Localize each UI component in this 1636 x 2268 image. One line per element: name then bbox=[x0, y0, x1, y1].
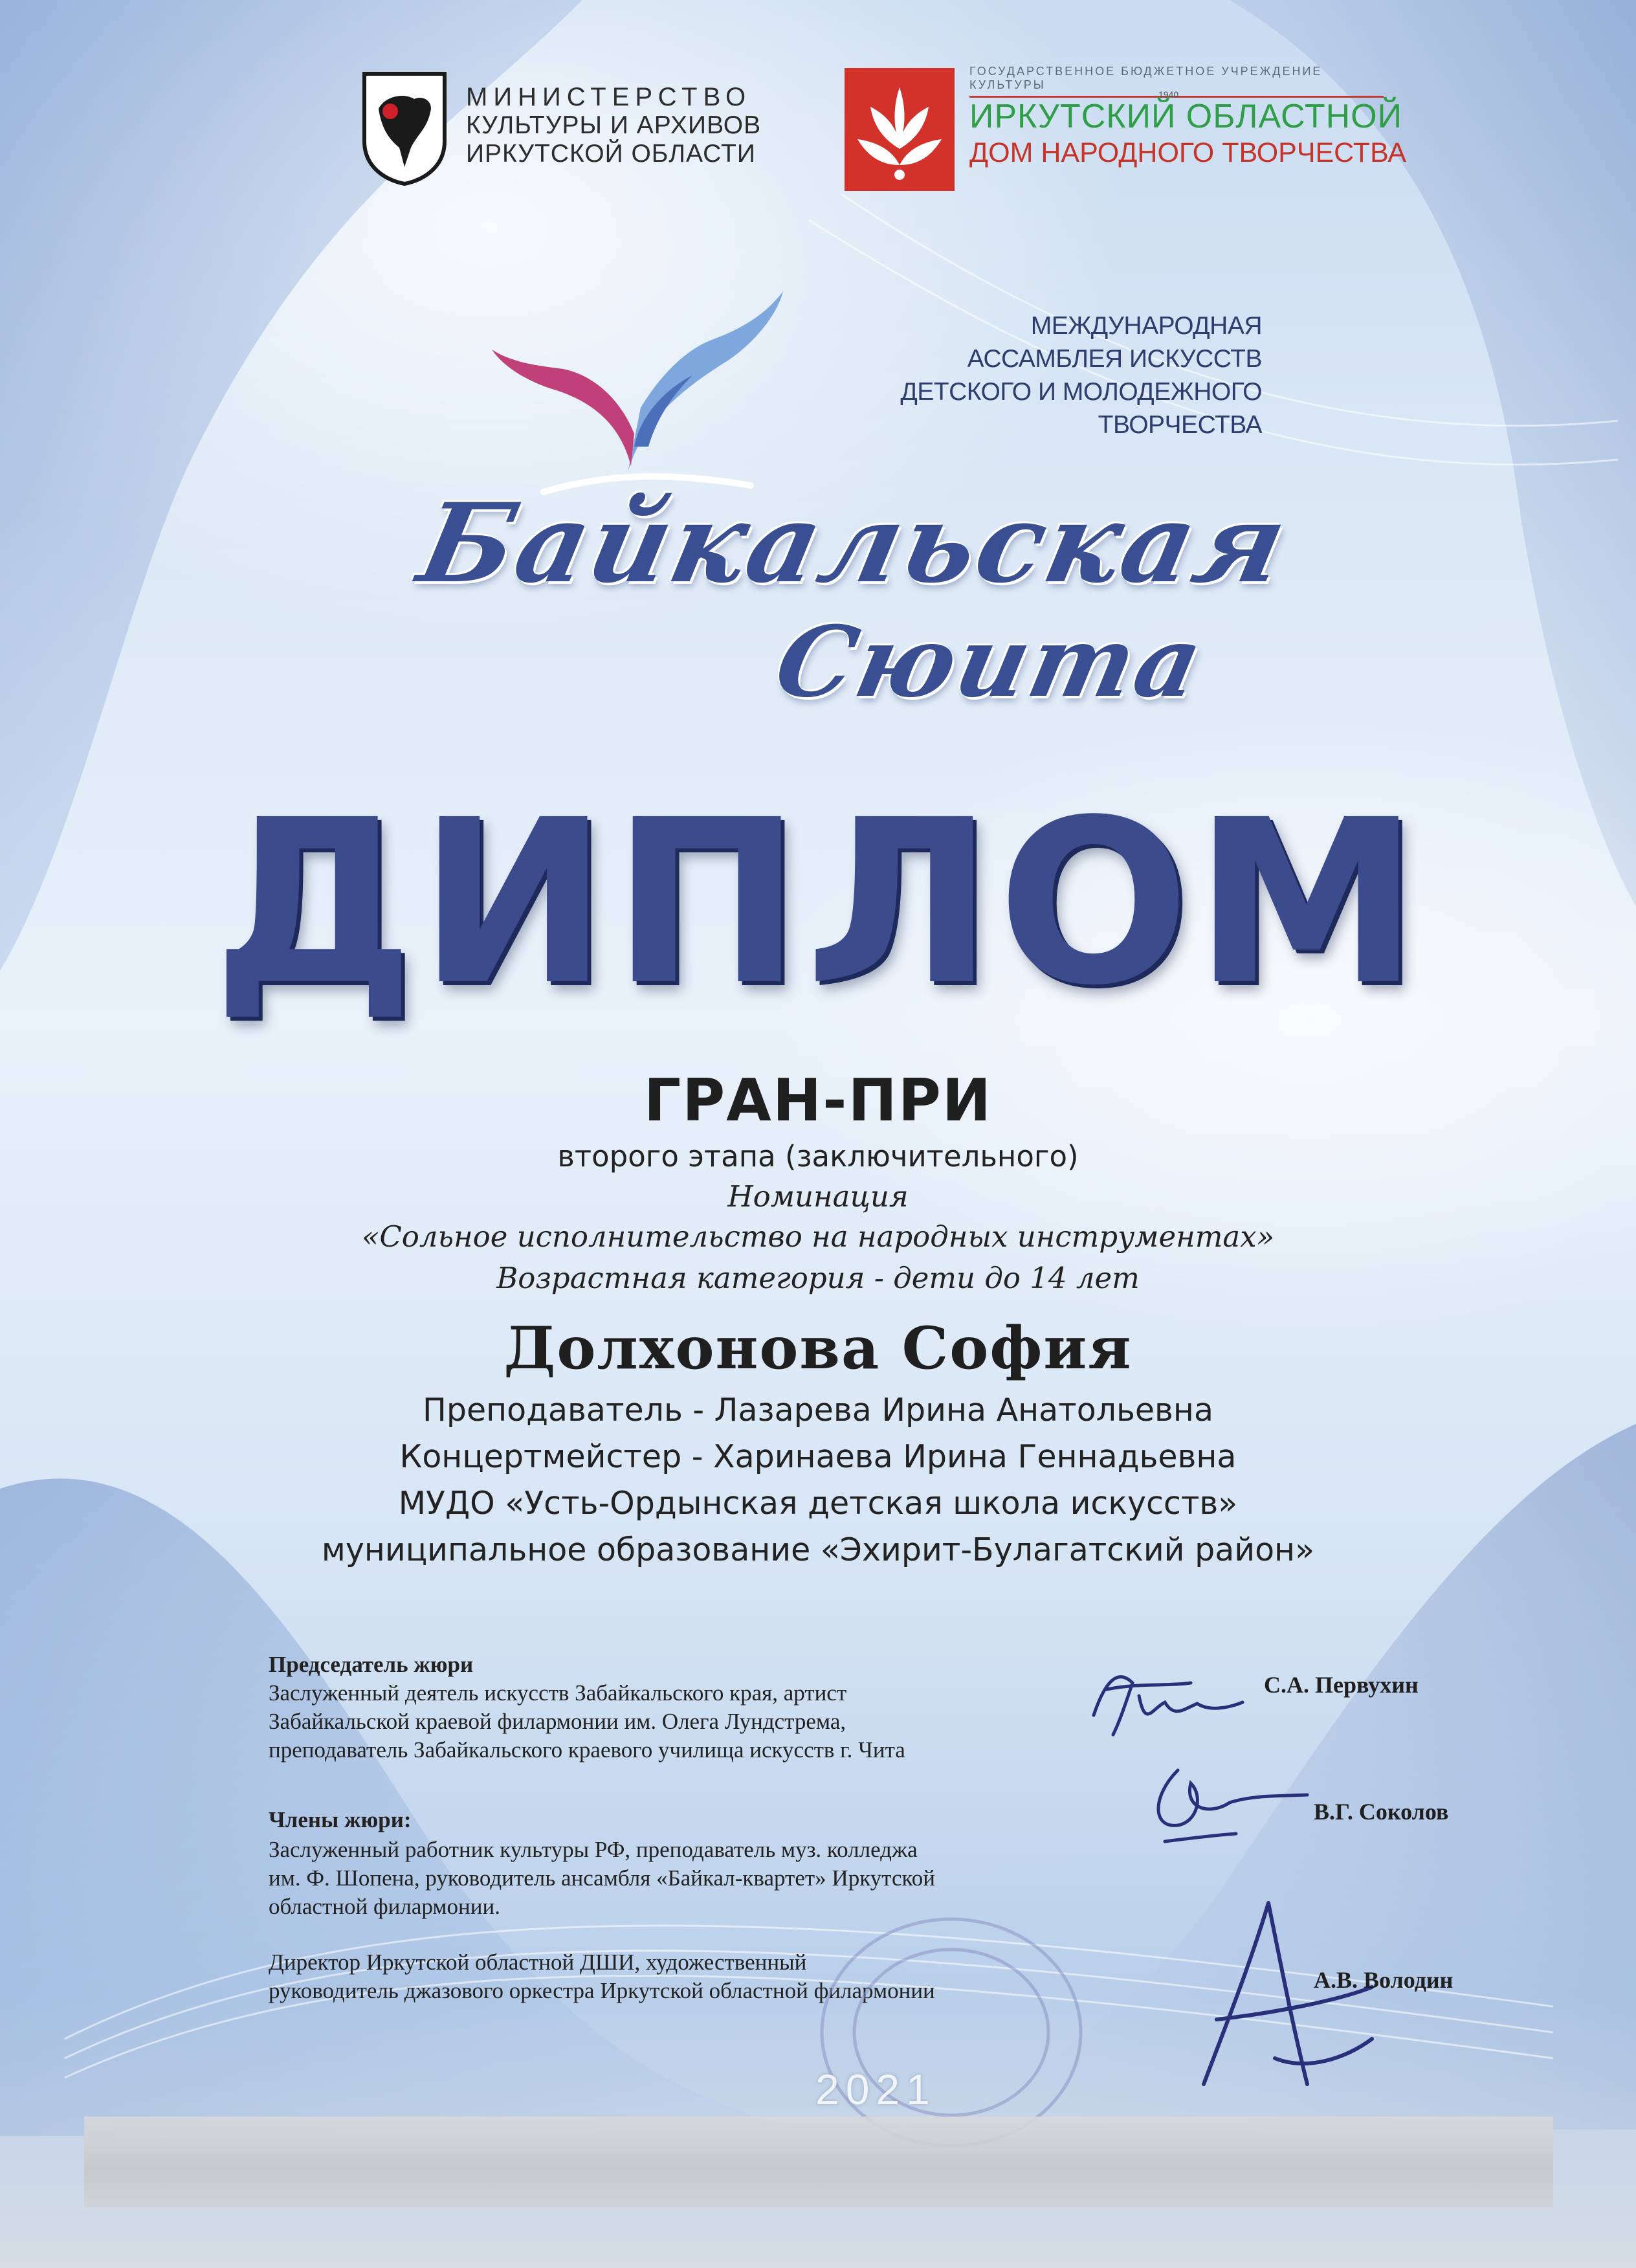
jury-member-2-name: А.В. Володин bbox=[1314, 1967, 1454, 1993]
signature-chair-icon bbox=[1081, 1657, 1249, 1748]
age-category: Возрастная категория - дети до 14 лет bbox=[496, 1261, 1140, 1295]
recipient-name: Долхонова София bbox=[503, 1314, 1133, 1383]
jury-member-1-description bbox=[269, 1836, 1084, 1921]
jury-chair-name: С.А. Первухин bbox=[1264, 1672, 1419, 1698]
nomination-value: «Сольное исполнительство на народных инструментах» bbox=[361, 1219, 1275, 1254]
jury-chair-desc-line-1: Заслуженный деятель искусств Забайкальского края, артист bbox=[269, 1680, 847, 1706]
signature-member-2-icon bbox=[1178, 1890, 1385, 2097]
jury-chair-desc-line-2: Забайкальской краевой филармонии им. Олега Лундстрема, bbox=[269, 1709, 846, 1734]
diploma-year: 2021 bbox=[815, 2065, 936, 2113]
jury-member-1-desc-line-2: им. Ф. Шопена, руководитель ансамбля «Байкал-квартет» Иркутской bbox=[269, 1865, 935, 1891]
jury-chair-desc-line-3: преподаватель Забайкальского краевого училища искусств г. Чита bbox=[269, 1737, 905, 1762]
assembly-line-4: ТВОРЧЕСТВА bbox=[1098, 411, 1262, 439]
festival-bird-emblem-icon bbox=[479, 278, 802, 505]
recipient-school: МУДО «Усть-Ордынская детская школа искусств» bbox=[398, 1485, 1238, 1522]
house-founding-year: 1940 bbox=[1158, 89, 1179, 100]
jury-member-1-desc-line-1: Заслуженный работник культуры РФ, преподаватель муз. колледжа bbox=[269, 1837, 918, 1862]
recipient-accompanist: Концертмейстер - Харинаева Ирина Геннадьевна bbox=[399, 1438, 1237, 1475]
jury-member-2-desc-line-1: Директор Иркутской областной ДШИ, художественный bbox=[269, 1950, 807, 1975]
ministry-line-1: МИНИСТЕРСТВО bbox=[466, 83, 752, 111]
award-stage: второго этапа (заключительного) bbox=[557, 1139, 1079, 1173]
recipient-district: муниципальное образование «Эхирит-Булагатский район» bbox=[321, 1531, 1315, 1568]
festival-name-line-1: Байкальская bbox=[409, 479, 1299, 607]
jury-member-2-desc-line-2: руководитель джазового оркестра Иркутской областной филармонии bbox=[269, 1978, 935, 2003]
jury-members-heading: Члены жюри: bbox=[269, 1807, 412, 1832]
assembly-line-1: МЕЖДУНАРОДНАЯ bbox=[1030, 312, 1262, 340]
ministry-line-3: ИРКУТСКОЙ ОБЛАСТИ bbox=[466, 140, 756, 168]
festival-name-line-2: Сюита bbox=[766, 605, 1214, 719]
house-name-line-1: ИРКУТСКИЙ ОБЛАСТНОЙ bbox=[969, 98, 1402, 135]
bottom-band bbox=[84, 2117, 1553, 2207]
assembly-title bbox=[796, 309, 1262, 441]
assembly-line-3: ДЕТСКОГО И МОЛОДЕЖНОГО bbox=[900, 378, 1262, 406]
jury-member-1-desc-line-3: областной филармонии. bbox=[269, 1894, 500, 1919]
assembly-line-2: АССАМБЛЕЯ ИСКУССТВ bbox=[967, 345, 1262, 373]
house-caption: ГОСУДАРСТВЕННОЕ БЮДЖЕТНОЕ УЧРЕЖДЕНИЕ КУЛЬТУРЫ bbox=[969, 65, 1384, 98]
irkutsk-coat-of-arms-icon bbox=[359, 70, 450, 186]
ministry-name bbox=[466, 83, 764, 168]
house-name-line-2: ДОМ НАРОДНОГО ТВОРЧЕСТВА bbox=[969, 137, 1407, 168]
jury-chair-heading: Председатель жюри bbox=[269, 1652, 474, 1677]
ministry-line-2: КУЛЬТУРЫ И АРХИВОВ bbox=[466, 111, 762, 139]
diploma-title: ДИПЛОМ bbox=[212, 771, 1424, 1035]
jury-member-1-name: В.Г. Соколов bbox=[1314, 1799, 1449, 1825]
jury-chair-description bbox=[269, 1679, 1045, 1764]
signature-member-1-icon bbox=[1139, 1757, 1314, 1848]
award-title: ГРАН-ПРИ bbox=[643, 1067, 993, 1135]
recipient-teacher: Преподаватель - Лазарева Ирина Анатольевна bbox=[423, 1392, 1213, 1429]
folk-art-house-logo-icon bbox=[845, 68, 955, 191]
nomination-label: Номинация bbox=[727, 1179, 909, 1214]
